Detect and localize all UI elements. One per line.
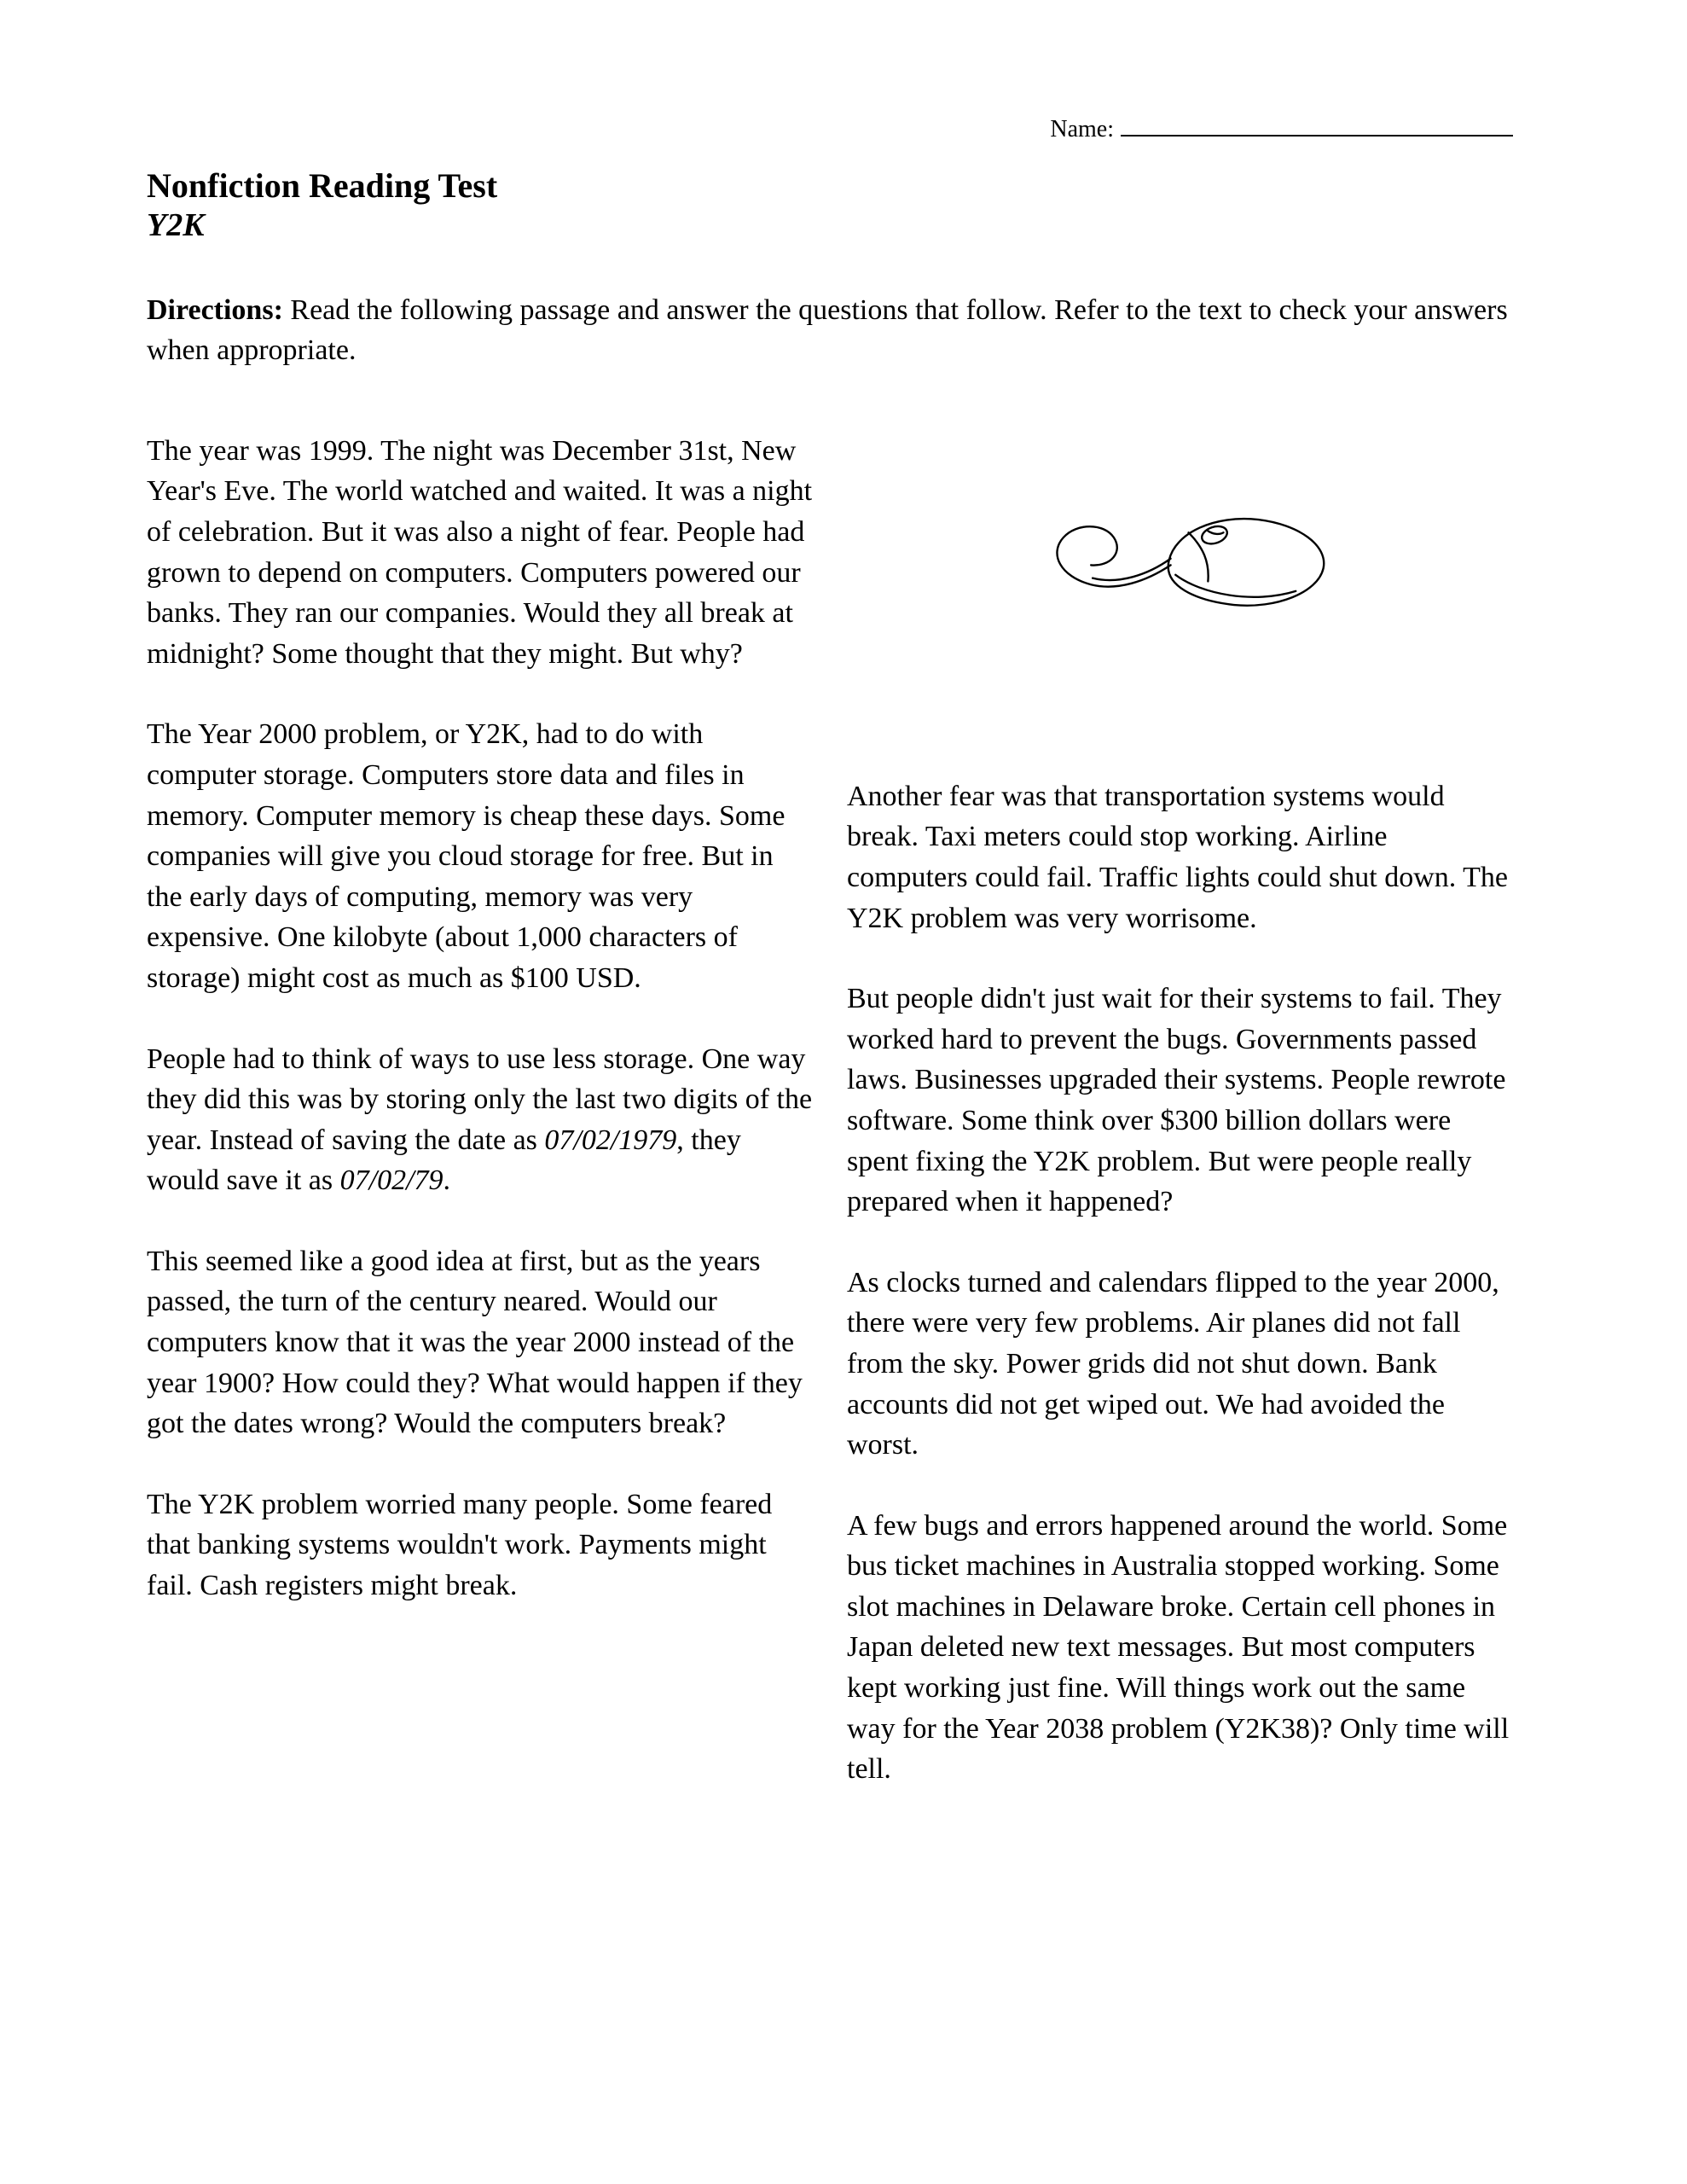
date-example: 07/02/1979 — [544, 1124, 677, 1156]
page-subtitle: Y2K — [147, 207, 205, 243]
mouse-cable-inner-line — [1093, 559, 1170, 580]
mouse-button-divider — [1188, 532, 1208, 581]
passage-paragraph: This seemed like a good idea at first, but as the years passed, the turn of the century neared. Would our computers know that it was the year 2000 instead of the year 1900? How could they? What would happen if they got the dates wrong? Would the computers break? — [147, 1245, 803, 1440]
passage-paragraph: Another fear was that transportation systems would break. Taxi meters could stop working. Airline computers could fail. Traffic lights could shut down. The Y2K problem was very worrisome. — [847, 780, 1508, 934]
directions-label: Directions: — [147, 293, 283, 326]
left-column — [147, 431, 813, 1830]
mouse-scroll-wheel-detail — [1208, 531, 1223, 534]
directions — [147, 290, 1513, 371]
mouse-cable — [1057, 526, 1170, 586]
page-title: Nonfiction Reading Test — [147, 166, 498, 205]
passage-paragraph: But people didn't just wait for their systems to fail. They worked hard to prevent the bugs. Governments passed laws. Businesses upgraded their systems. People rewrote software. Some think over $300 billion dollars were spent fixing the Y2K problem. But were people really prepared when it happened? — [847, 983, 1506, 1218]
mouse-body-outline — [1168, 519, 1324, 606]
directions-text: Read the following passage and answer the questions that follow. Refer to the text to check your answers when appropriate. — [147, 293, 1508, 367]
paragraph-text: , they would save it as — [147, 1124, 741, 1197]
right-column — [847, 431, 1513, 1830]
passage-paragraph: The Y2K problem worried many people. Some feared that banking systems wouldn't work. Payments might fail. Cash registers might break. — [147, 1488, 773, 1602]
name-row — [147, 111, 1513, 143]
passage-paragraph: As clocks turned and calendars flipped to the year 2000, there were very few problems. Air planes did not fall from the sky. Power grids did not shut down. Bank accounts did not get wiped out. We had avoided the worst. — [847, 1266, 1499, 1461]
passage-paragraph: A few bugs and errors happened around the world. Some bus ticket machines in Australia stopped working. Some slot machines in Delaware broke. Certain cell phones in Japan deleted new text messages. But most computers kept working just fine. Will things work out the same way for the Year 2038 problem (Y2K38)? Only time will tell. — [847, 1509, 1510, 1786]
date-example: 07/02/79 — [339, 1165, 443, 1197]
passage-paragraph: The year was 1999. The night was December 31st, New Year's Eve. The world watched and waited. It was a night of celebration. But it was also a night of fear. People had grown to depend on computers. Computers powered our banks. They ran our companies. Would they all break at midnight? Some thought that they might. But why? — [147, 434, 813, 670]
paragraph-text: . — [443, 1165, 451, 1197]
illustration-container — [847, 482, 1513, 665]
name-label: Name: — [1050, 116, 1114, 142]
name-blank-line — [1121, 111, 1513, 136]
mouse-body-side-line — [1175, 575, 1296, 597]
computer-mouse-illustration — [1010, 482, 1351, 661]
passage-paragraph — [147, 1039, 813, 1201]
passage-columns — [147, 431, 1513, 1830]
paragraph-text: People had to think of ways to use less storage. One way they did this was by storing only the last two digits of the year. Instead of saving the date as — [147, 1043, 813, 1156]
passage-paragraph: The Year 2000 problem, or Y2K, had to do with computer storage. Computers store data and files in memory. Computer memory is cheap these days. Some companies will give you cloud storage for free. But in the early days of computing, memory was very expensive. One kilobyte (about 1,000 characters of storage) might cost as much as $100 USD. — [147, 718, 786, 994]
